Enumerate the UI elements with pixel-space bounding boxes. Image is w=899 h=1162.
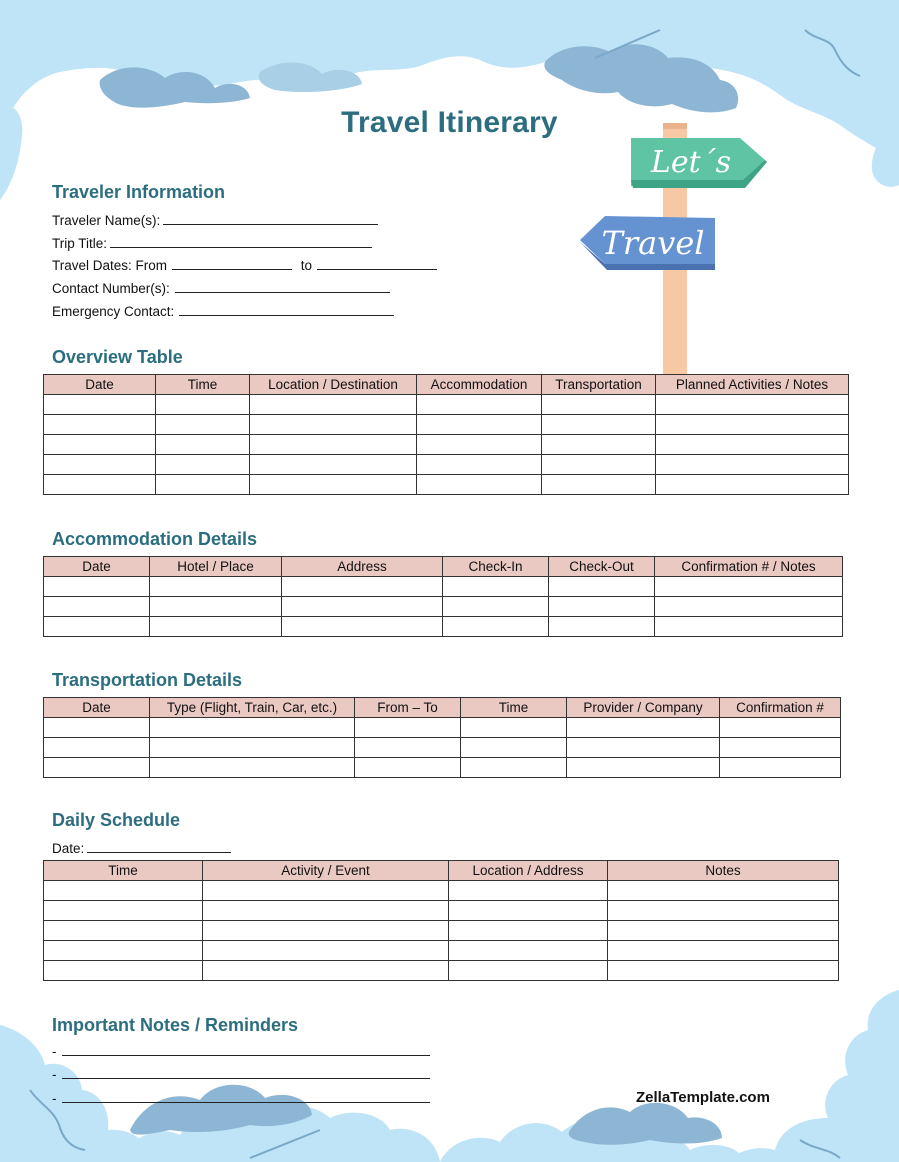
table-cell[interactable] [44, 597, 150, 617]
column-header: Provider / Company [567, 698, 720, 718]
table-row [44, 881, 839, 901]
traveler-name-label: Traveler Name(s): [52, 213, 161, 228]
table-cell[interactable] [443, 577, 549, 597]
note-input-line[interactable] [62, 1066, 430, 1079]
travel-date-from-line[interactable] [172, 257, 292, 270]
table-cell[interactable] [720, 758, 841, 778]
table-cell[interactable] [461, 758, 567, 778]
table-row [44, 961, 839, 981]
column-header: Confirmation # [720, 698, 841, 718]
column-header: Time [44, 861, 203, 881]
table-cell[interactable] [567, 738, 720, 758]
sign-lets-text: Let´s [650, 145, 732, 180]
transportation-details-heading: Transportation Details [52, 670, 243, 690]
table-cell[interactable] [282, 597, 443, 617]
table-cell[interactable] [417, 435, 542, 455]
trip-title-line[interactable] [110, 235, 372, 248]
note-bullet: - [52, 1091, 57, 1106]
table-cell[interactable] [449, 961, 608, 981]
table-cell[interactable] [567, 718, 720, 738]
table-cell[interactable] [44, 758, 150, 778]
note-line-1 [52, 1043, 430, 1059]
transportation-header-row [44, 698, 841, 718]
table-cell[interactable] [720, 738, 841, 758]
column-header: Confirmation # / Notes [655, 557, 843, 577]
daily-date-field [52, 840, 231, 856]
column-header: Time [461, 698, 567, 718]
table-row [44, 941, 839, 961]
daily-date-label: Date: [52, 841, 85, 856]
transportation-table [43, 697, 841, 778]
table-cell[interactable] [282, 617, 443, 637]
column-header: Address [282, 557, 443, 577]
table-row [44, 758, 841, 778]
column-header: Accommodation [417, 375, 542, 395]
table-cell[interactable] [656, 415, 849, 435]
table-cell[interactable] [549, 597, 655, 617]
table-cell[interactable] [250, 415, 417, 435]
table-cell[interactable] [608, 941, 839, 961]
table-cell[interactable] [150, 617, 282, 637]
table-cell[interactable] [608, 961, 839, 981]
table-cell[interactable] [44, 881, 203, 901]
emergency-contact-field [52, 303, 394, 319]
table-cell[interactable] [156, 395, 250, 415]
table-cell[interactable] [461, 718, 567, 738]
table-cell[interactable] [203, 961, 449, 981]
column-header: Type (Flight, Train, Car, etc.) [150, 698, 355, 718]
table-cell[interactable] [44, 617, 150, 637]
column-header: Date [44, 375, 156, 395]
contact-number-field [52, 280, 390, 296]
overview-table [43, 374, 849, 495]
trip-title-field [52, 235, 372, 251]
table-cell[interactable] [656, 455, 849, 475]
table-cell[interactable] [150, 738, 355, 758]
travel-date-to-line[interactable] [317, 257, 437, 270]
column-header: Date [44, 698, 150, 718]
daily-header-row [44, 861, 839, 881]
accommodation-table [43, 556, 843, 637]
table-row [44, 901, 839, 921]
table-cell[interactable] [44, 941, 203, 961]
table-row [44, 577, 843, 597]
table-cell[interactable] [720, 718, 841, 738]
table-cell[interactable] [355, 758, 461, 778]
daily-schedule-table [43, 860, 839, 981]
contact-number-line[interactable] [175, 280, 390, 293]
table-cell[interactable] [203, 921, 449, 941]
column-header: Activity / Event [203, 861, 449, 881]
table-cell[interactable] [656, 435, 849, 455]
column-header: Location / Address [449, 861, 608, 881]
table-cell[interactable] [44, 738, 150, 758]
column-header: Check-In [443, 557, 549, 577]
table-cell[interactable] [44, 395, 156, 415]
contact-number-label: Contact Number(s): [52, 281, 170, 296]
table-cell[interactable] [656, 475, 849, 495]
column-header: Time [156, 375, 250, 395]
table-row [44, 921, 839, 941]
table-cell[interactable] [608, 901, 839, 921]
note-input-line[interactable] [62, 1043, 430, 1056]
note-input-line[interactable] [62, 1090, 430, 1103]
table-cell[interactable] [542, 415, 656, 435]
table-cell[interactable] [156, 415, 250, 435]
note-line-2 [52, 1066, 430, 1082]
table-cell[interactable] [203, 901, 449, 921]
table-row [44, 617, 843, 637]
column-header: Notes [608, 861, 839, 881]
table-cell[interactable] [567, 758, 720, 778]
note-bullet: - [52, 1067, 57, 1082]
accommodation-header-row [44, 557, 843, 577]
table-cell[interactable] [156, 435, 250, 455]
overview-header-row [44, 375, 849, 395]
table-row [44, 455, 849, 475]
column-header: Date [44, 557, 150, 577]
table-cell[interactable] [655, 577, 843, 597]
traveler-name-line[interactable] [163, 212, 378, 225]
table-cell[interactable] [355, 738, 461, 758]
table-cell[interactable] [542, 475, 656, 495]
table-cell[interactable] [44, 921, 203, 941]
table-cell[interactable] [150, 597, 282, 617]
trip-title-label: Trip Title: [52, 236, 108, 251]
table-row [44, 415, 849, 435]
important-notes-heading: Important Notes / Reminders [52, 1015, 299, 1035]
brand-watermark: ZellaTemplate.com [636, 1089, 770, 1106]
table-cell[interactable] [417, 415, 542, 435]
table-cell[interactable] [656, 395, 849, 415]
table-row [44, 435, 849, 455]
travel-dates-field [52, 257, 437, 273]
sign-travel-text: Travel [601, 224, 705, 262]
travel-dates-to-label: to [300, 258, 313, 273]
table-cell[interactable] [417, 395, 542, 415]
table-cell[interactable] [608, 921, 839, 941]
table-cell[interactable] [449, 921, 608, 941]
note-line-3 [52, 1090, 430, 1106]
table-cell[interactable] [443, 597, 549, 617]
table-cell[interactable] [250, 455, 417, 475]
travel-dates-label: Travel Dates: From [52, 258, 168, 273]
table-cell[interactable] [608, 881, 839, 901]
table-row [44, 738, 841, 758]
page-title: Travel Itinerary [341, 106, 558, 139]
traveler-information-heading: Traveler Information [52, 182, 226, 202]
emergency-contact-label: Emergency Contact: [52, 304, 175, 319]
table-cell[interactable] [44, 718, 150, 738]
table-row [44, 475, 849, 495]
table-cell[interactable] [150, 758, 355, 778]
table-cell[interactable] [250, 475, 417, 495]
accommodation-details-heading: Accommodation Details [52, 529, 258, 549]
table-cell[interactable] [203, 941, 449, 961]
table-cell[interactable] [443, 617, 549, 637]
table-row [44, 395, 849, 415]
table-cell[interactable] [44, 455, 156, 475]
note-bullet: - [52, 1044, 57, 1059]
traveler-name-field [52, 212, 378, 228]
table-cell[interactable] [355, 718, 461, 738]
table-cell[interactable] [282, 577, 443, 597]
column-header: Transportation [542, 375, 656, 395]
table-cell[interactable] [655, 597, 843, 617]
table-cell[interactable] [203, 881, 449, 901]
table-cell[interactable] [449, 901, 608, 921]
emergency-contact-line[interactable] [179, 303, 394, 316]
column-header: Hotel / Place [150, 557, 282, 577]
overview-table-heading: Overview Table [52, 347, 183, 367]
daily-schedule-heading: Daily Schedule [52, 810, 181, 830]
table-cell[interactable] [461, 738, 567, 758]
table-cell[interactable] [44, 961, 203, 981]
column-header: Planned Activities / Notes [656, 375, 849, 395]
table-row [44, 718, 841, 738]
table-cell[interactable] [250, 395, 417, 415]
table-cell[interactable] [449, 881, 608, 901]
table-cell[interactable] [250, 435, 417, 455]
table-cell[interactable] [542, 455, 656, 475]
table-cell[interactable] [44, 435, 156, 455]
table-row [44, 597, 843, 617]
table-cell[interactable] [44, 475, 156, 495]
column-header: From – To [355, 698, 461, 718]
table-cell[interactable] [150, 718, 355, 738]
table-cell[interactable] [156, 475, 250, 495]
table-cell[interactable] [449, 941, 608, 961]
table-cell[interactable] [150, 577, 282, 597]
table-cell[interactable] [44, 415, 156, 435]
table-cell[interactable] [417, 455, 542, 475]
table-cell[interactable] [156, 455, 250, 475]
table-cell[interactable] [417, 475, 542, 495]
column-header: Check-Out [549, 557, 655, 577]
table-cell[interactable] [44, 901, 203, 921]
table-cell[interactable] [44, 577, 150, 597]
table-cell[interactable] [549, 617, 655, 637]
column-header: Location / Destination [250, 375, 417, 395]
table-cell[interactable] [542, 395, 656, 415]
table-cell[interactable] [655, 617, 843, 637]
table-cell[interactable] [549, 577, 655, 597]
table-cell[interactable] [542, 435, 656, 455]
daily-date-line[interactable] [87, 840, 231, 853]
